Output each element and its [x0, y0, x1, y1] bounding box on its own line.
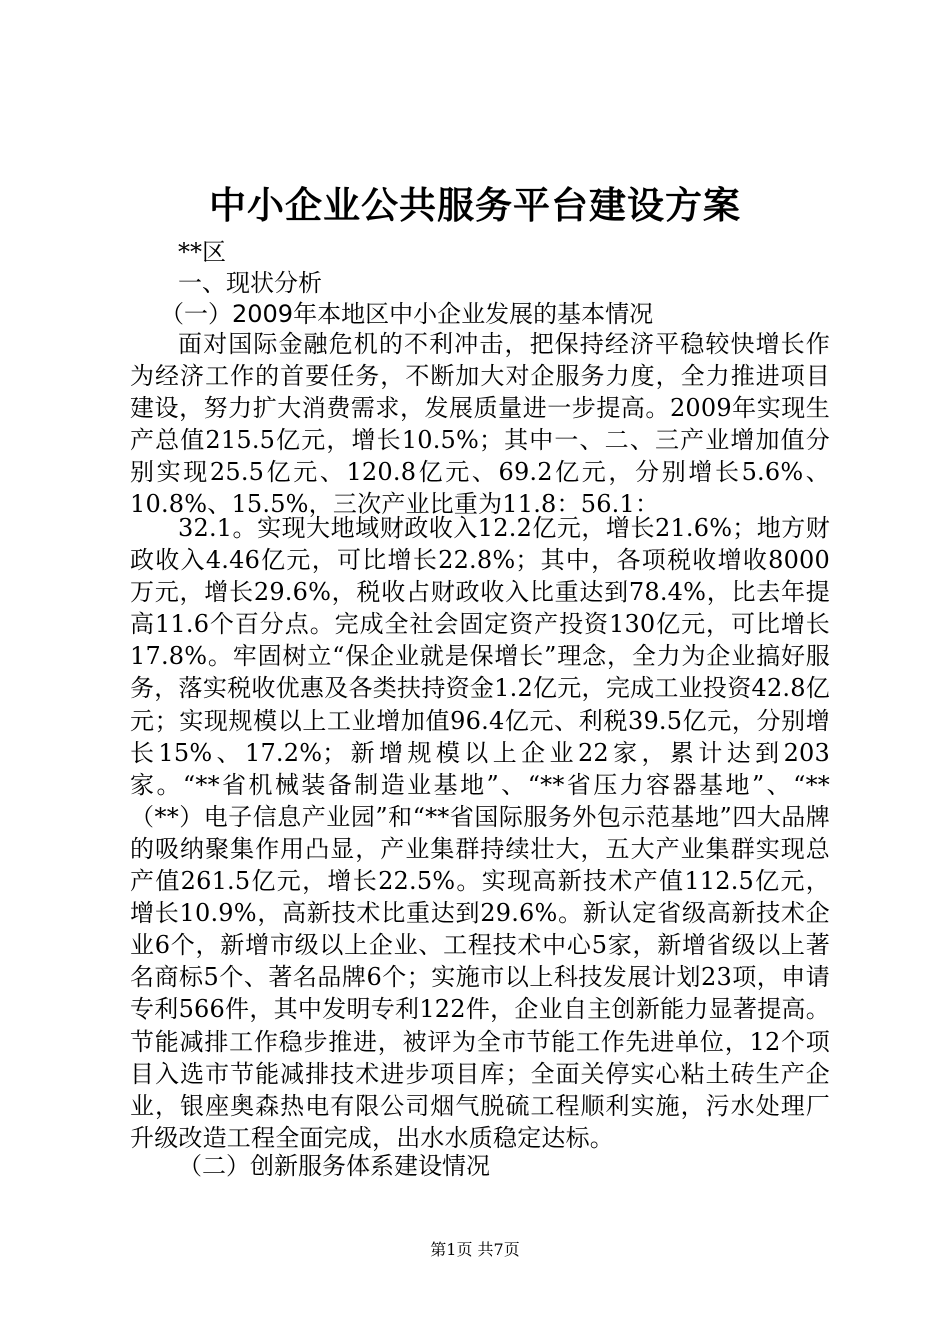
subsection-heading-service-system: （二）创新服务体系建设情况: [178, 1152, 490, 1180]
body-paragraph-2: 32.1。实现大地域财政收入12.2亿元，增长21.6%；地方财政收入4.46亿元，可比增长22.8%；其中，各项税收增收8000万元，增长29.6%，税收占财政收入比重达到78.4%，比去年提高11.6个百分点。完成全社会固定资产投资130亿元，可比增长17.8%。牢固树立“保企业就是保增长”理念，全力为企业搞好服务，落实税收优惠及各类扶持资金1.2亿元，完成工业投资42.8亿元；实现规模以上工业增加值96.4亿元、利税39.5亿元，分别增长15%、17.2%；新增规模以上企业22家，累计达到203家。“**省机械装备制造业基地”、“**省压力容器基地”、“**（**）电子信息产业园”和“**省国际服务外包示范基地”四大品牌的吸纳聚集作用凸显，产业集群持续壮大，五大产业集群实现总产值261.5亿元，增长22.5%。实现高新技术产值112.5亿元，增长10.9%，高新技术比重达到29.6%。新认定省级高新技术企业6个，新增市级以上企业、工程技术中心5家，新增省级以上著名商标5个、著名品牌6个；实施市以上科技发展计划23项，申请专利566件，其中发明专利122件，企业自主创新能力显著提高。节能减排工作稳步推进，被评为全市节能工作先进单位，12个项目入选市节能减排技术进步项目库；全面关停实心粘土砖生产企业，银座奥森热电有限公司烟气脱硫工程顺利实施，污水处理厂升级改造工程全面完成，出水水质稳定达标。: [130, 514, 830, 1152]
district-label: **区: [178, 238, 226, 266]
section-heading-status-analysis: 一、现状分析: [178, 269, 322, 297]
document-title: 中小企业公共服务平台建设方案: [209, 184, 741, 227]
page-number-footer: 第1页 共7页: [430, 1240, 520, 1259]
body-paragraph-1: 面对国际金融危机的不利冲击，把保持经济平稳较快增长作为经济工作的首要任务，不断加大对企服务力度，全力推进项目建设，努力扩大消费需求，发展质量进一步提高。2009年实现生产总值215.5亿元，增长10.5%；其中一、二、三产业增加值分别实现25.5亿元、120.8亿元、69.2亿元，分别增长5.6%、10.8%、15.5%，三次产业比重为11.8：56.1：: [130, 330, 830, 519]
subsection-heading-basic-situation: （一）2009年本地区中小企业发展的基本情况: [160, 300, 654, 328]
